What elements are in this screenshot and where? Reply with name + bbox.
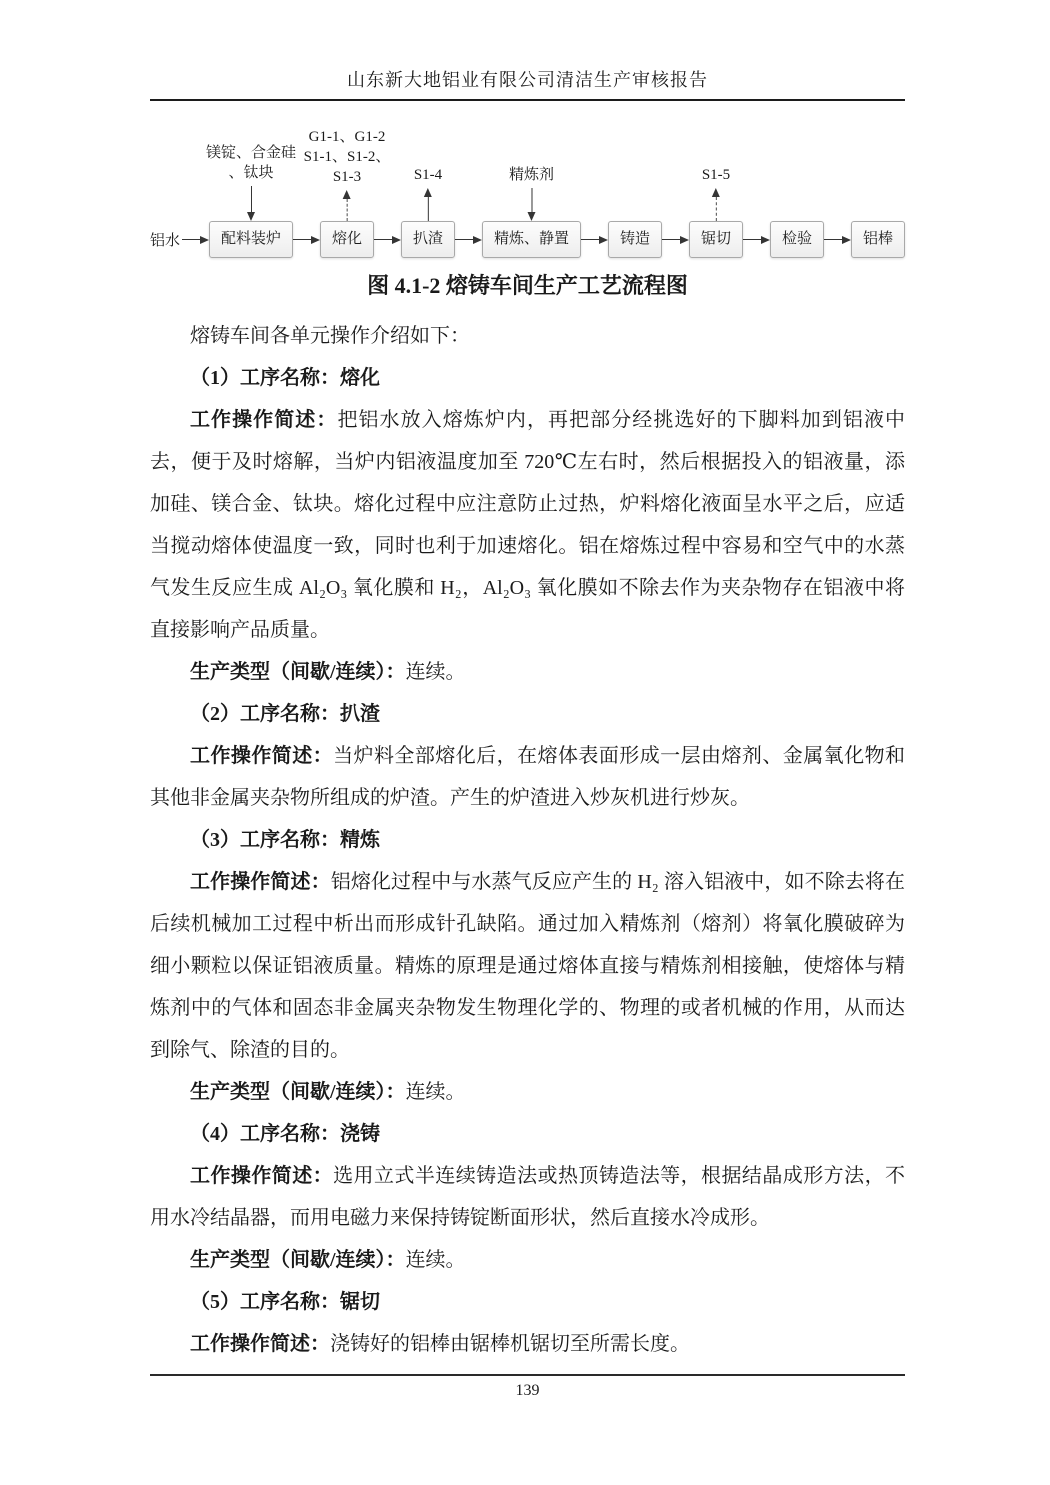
flow-station-inspection — [770, 221, 824, 258]
arrow-down-icon — [247, 186, 255, 221]
process-flowchart — [150, 129, 905, 258]
node-melting: 熔化 — [320, 221, 374, 258]
node-casting: 铸造 — [608, 221, 662, 258]
flow-station-batching — [205, 145, 297, 258]
page-header-title: 山东新大地铝业有限公司清洁生产审核报告 — [347, 70, 708, 90]
section-heading: （4）工序名称：浇铸 — [190, 1123, 380, 1145]
annotation-materials-input — [206, 143, 296, 221]
annotation-label: 精炼剂 — [508, 167, 555, 183]
arrow-down-icon — [527, 188, 535, 221]
description-text: 当炉料全部熔化后，在熔体表面形成一层由熔剂、金属氧化物和其他非金属夹杂物所组成的炉渣。产生的炉渣进入炒灰机进行炒灰。 — [150, 745, 906, 809]
flow-station-melting — [303, 129, 391, 258]
production-type-value: 连续。 — [405, 1249, 466, 1271]
flow-station-casting — [608, 221, 662, 258]
description-text: 浇铸好的铝棒由锯棒机锯切至所需长度。 — [330, 1333, 690, 1355]
arrow-right-icon — [293, 234, 320, 246]
flow-station-sawing — [689, 167, 743, 258]
description-label: 工作操作简述： — [190, 1165, 334, 1187]
description-text: 把铝水放入熔炼炉内，再把部分经挑选好的下脚料加到铝液中去，便于及时熔解，当炉内铝液温度加至 720℃左右时，然后根据投入的铝液量，添加硅、镁合金、钛块。熔化过程中应注意防止过热，炉料熔化液面呈水平之后，应适当搅动熔体使温度一致，同时也利于加速熔化。铝在熔炼过程中容易和空气中的水蒸气发生反应生成 Al₂O₃ 氧化膜和 H₂，Al₂O₃ 氧化膜如不除去作为夹杂物存在铝液中将直接影响产品质量。 — [150, 409, 906, 641]
description-label: 工作操作简述： — [190, 745, 334, 767]
section-heading: （3）工序名称：精炼 — [190, 829, 380, 851]
description-label: 工作操作简述： — [190, 409, 338, 431]
section-heading: （5）工序名称：锯切 — [190, 1291, 380, 1313]
description-label: 工作操作简述： — [190, 871, 331, 893]
node-sawing: 锯切 — [689, 221, 743, 258]
document-body — [150, 315, 905, 1365]
flow-input-label: 铝水 — [150, 233, 181, 249]
annotation-label: S1-4 — [413, 167, 443, 183]
arrow-right-icon — [662, 234, 689, 246]
production-type-label: 生产类型（间歇/连续）： — [190, 1249, 406, 1271]
arrow-right-icon — [824, 234, 851, 246]
section-description — [150, 1323, 905, 1365]
flow-station-refining — [482, 167, 581, 258]
node-refining-standing: 精炼、静置 — [482, 221, 581, 258]
production-type-value: 连续。 — [405, 1081, 466, 1103]
section-description — [150, 1155, 905, 1239]
description-text: 选用立式半连续铸造法或热顶铸造法等，根据结晶成形方法，不用水冷结晶器，而用电磁力来保持铸锭断面形状，然后直接水冷成形。 — [150, 1165, 906, 1229]
header-divider — [150, 99, 905, 101]
production-type-line — [150, 1071, 905, 1113]
figure-caption: 图 4.1-2 熔铸车间生产工艺流程图 — [367, 273, 688, 298]
arrow-right-icon — [743, 234, 770, 246]
arrow-up-dashed-icon — [712, 188, 720, 221]
production-type-value: 连续。 — [405, 661, 466, 683]
section-heading: （2）工序名称：扒渣 — [190, 703, 380, 725]
section-heading: （1）工序名称：熔化 — [190, 367, 380, 389]
arrow-up-dashed-icon — [343, 190, 351, 221]
flowchart-row — [150, 129, 905, 258]
arrow-right-icon — [581, 234, 608, 246]
annotation-label: 镁锭、合金硅 、钛块 — [205, 145, 297, 181]
page-footer — [150, 1374, 905, 1401]
section-description — [150, 735, 905, 819]
node-slag-removal: 扒渣 — [401, 221, 455, 258]
node-batching-furnace: 配料装炉 — [209, 221, 293, 258]
annotation-s1-5 — [702, 165, 730, 221]
section-description — [150, 861, 905, 1071]
production-type-line — [150, 651, 905, 693]
annotation-refining-agent — [509, 165, 554, 221]
node-aluminum-rod: 铝棒 — [851, 221, 905, 258]
arrow-right-icon — [374, 234, 401, 246]
flow-station-aluminum-rod — [851, 221, 905, 258]
annotation-label: S1-5 — [701, 167, 731, 183]
description-label: 工作操作简述： — [190, 1333, 330, 1355]
annotation-s1-4 — [414, 165, 442, 221]
production-type-label: 生产类型（间歇/连续）： — [190, 661, 406, 683]
arrow-right-icon — [455, 234, 482, 246]
production-type-label: 生产类型（间歇/连续）： — [190, 1081, 406, 1103]
flow-station-slag-removal — [401, 167, 455, 258]
production-type-line — [150, 1239, 905, 1281]
intro-paragraph: 熔铸车间各单元操作介绍如下： — [190, 325, 470, 347]
section-description — [150, 399, 905, 651]
annotation-melting-emissions — [304, 127, 391, 221]
arrow-right-icon — [182, 234, 209, 246]
page-number: 139 — [515, 1382, 540, 1399]
annotation-label: G1-1、G1-2 S1-1、S1-2、 S1-3 — [303, 129, 391, 185]
description-text: 铝熔化过程中与水蒸气反应产生的 H₂ 溶入铝液中，如不除去将在后续机械加工过程中析出而形成针孔缺陷。通过加入精炼剂（熔剂）将氧化膜破碎为细小颗粒以保证铝液质量。精炼的原理是通过熔体直接与精炼剂相接触，使熔体与精炼剂中的气体和固态非金属夹杂物发生物理化学的、物理的或者机械的作用，从而达到除气、除渣的目的。 — [150, 871, 905, 1061]
node-inspection: 检验 — [770, 221, 824, 258]
arrow-up-icon — [424, 188, 432, 221]
